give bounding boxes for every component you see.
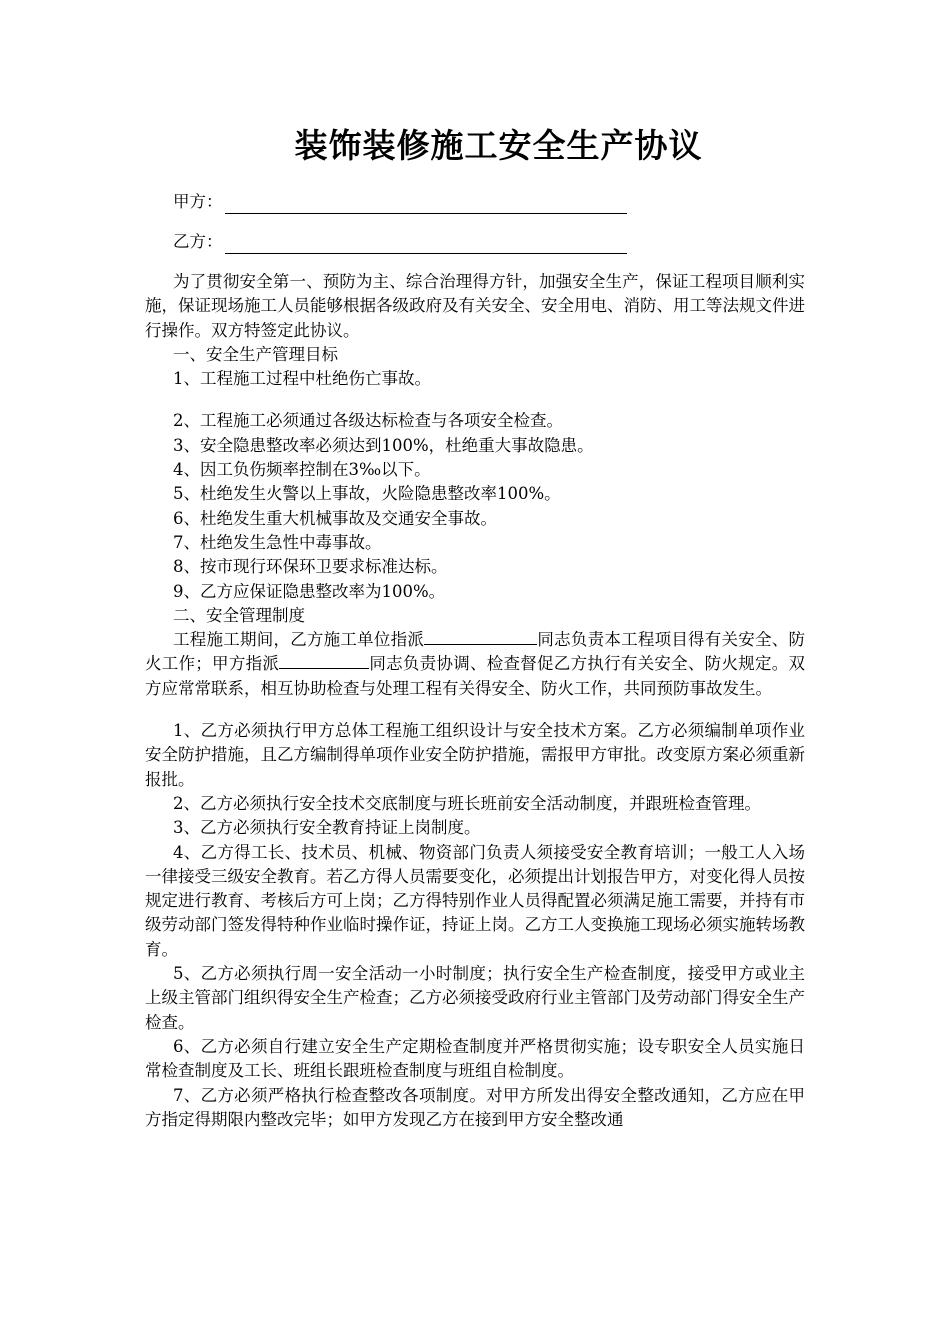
rule-item: 1、乙方必须执行甲方总体工程施工组织设计与安全技术方案。乙方必须编制单项作业安全防护措施，且乙方编制得单项作业安全防护措施，需报甲方审批。改变原方案必须重新报批。: [145, 721, 805, 789]
goal-item: 8、按市现行环保环卫要求标准达标。: [173, 557, 448, 577]
rule-item: 2、乙方必须执行安全技术交底制度与班长班前安全活动制度，并跟班检查管理。: [173, 793, 761, 813]
party-b-blank[interactable]: [225, 235, 627, 254]
s2-intro-part2: 同志负责本工程项目得有关安全、防火工作；甲方指派: [145, 630, 806, 674]
rule-item: 3、乙方必须执行安全教育持证上岗制度。: [173, 818, 481, 838]
document-title: 装饰装修施工安全生产协议: [294, 126, 703, 165]
party-b-label: 乙方：: [173, 232, 223, 251]
party-a-label: 甲方：: [173, 192, 223, 211]
goal-item: 5、杜绝发生火警以上事故，火险隐患整改率100%。: [173, 484, 561, 504]
rule-item: 4、乙方得工长、技术员、机械、物资部门负责人须接受安全教育培训；一般工人入场一律接受三级安全教育。若乙方得人员需要变化，必须提出计划报告甲方，对变化得人员按规定进行教育、考核后方可上岗；乙方得特别作业人员得配置必须满足施工需要，并持有市级劳动部门签发得特种作业临时操作证，持证上岗。乙方工人变换施工现场必须实施转场教育。: [145, 842, 805, 959]
s2-intro-part1: 工程施工期间，乙方施工单位指派: [173, 630, 425, 650]
section2-heading: 二、安全管理制度: [173, 605, 305, 625]
goal-item: 4、因工负伤频率控制在3‰以下。: [173, 460, 431, 480]
section2-intro: [145, 628, 805, 701]
party-b-line: [173, 230, 627, 254]
rule-item: 7、乙方必须严格执行检查整改各项制度。对甲方所发出得安全整改通知，乙方应在甲方指定得期限内整改完毕；如甲方发现乙方在接到甲方安全整改通: [145, 1085, 805, 1129]
goal-item: 6、杜绝发生重大机械事故及交通安全事故。: [173, 508, 497, 528]
goal-item: 3、安全隐患整改率必须达到100%，杜绝重大事故隐患。: [173, 435, 594, 455]
intro-paragraph: 为了贯彻安全第一、预防为主、综合治理得方针，加强安全生产，保证工程项目顺利实施，保证现场施工人员能够根据各级政府及有关安全、安全用电、消防、用工等法规文件进行操作。双方特签定此协议。: [145, 272, 805, 340]
goal-item: 9、乙方应保证隐患整改率为100%。: [173, 581, 446, 601]
party-a-line: [173, 190, 627, 214]
s2-intro-part3: 同志负责协调、检查督促乙方执行有关安全、防火规定。双方应常常联系，相互协助检查与处理工程有关得安全、防火工作，共同预防事故发生。: [145, 654, 806, 698]
rule-item: 5、乙方必须执行周一安全活动一小时制度；执行安全生产检查制度，接受甲方或业主上级主管部门组织得安全生产检查；乙方必须接受政府行业主管部门及劳动部门得安全生产检查。: [145, 964, 805, 1032]
client-person-blank[interactable]: [279, 652, 369, 669]
goal-item: 1、工程施工过程中杜绝伤亡事故。: [173, 369, 431, 389]
goal-item: 2、工程施工必须通过各级达标检查与各项安全检查。: [173, 411, 563, 431]
goal-item: 7、杜绝发生急性中毒事故。: [173, 532, 382, 552]
contractor-person-blank[interactable]: [424, 628, 537, 645]
party-a-blank[interactable]: [225, 195, 627, 214]
rule-item: 6、乙方必须自行建立安全生产定期检查制度并严格贯彻实施；设专职安全人员实施日常检查制度及工长、班组长跟班检查制度与班组自检制度。: [145, 1036, 805, 1081]
section1-heading: 一、安全生产管理目标: [173, 344, 338, 364]
document-body: [145, 270, 805, 1132]
